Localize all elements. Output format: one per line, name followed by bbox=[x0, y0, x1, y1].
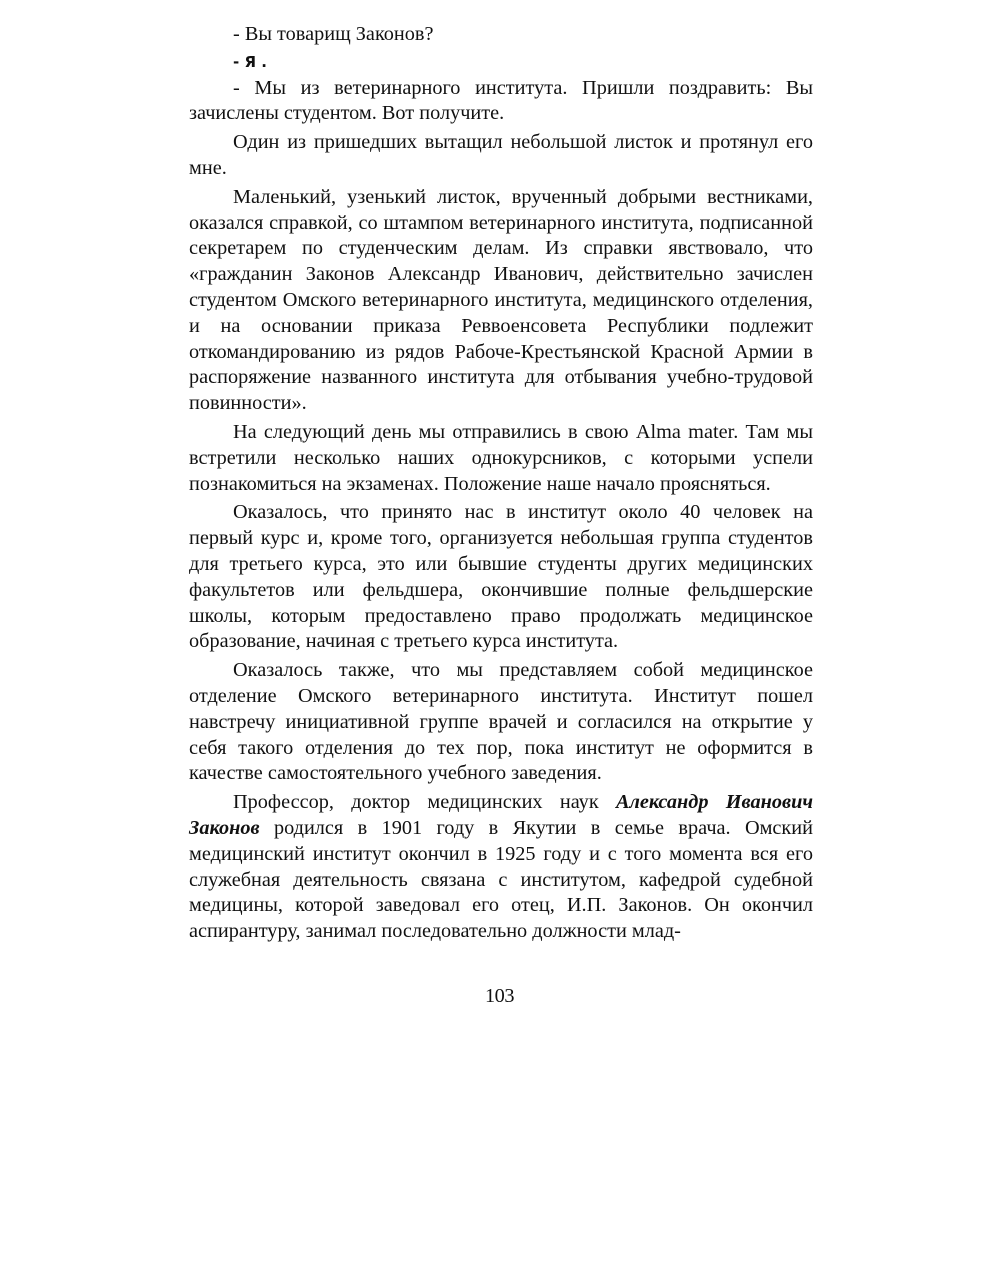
page-number: 103 bbox=[485, 985, 514, 1007]
biography-paragraph bbox=[189, 790, 813, 945]
page-text bbox=[189, 22, 813, 945]
bio-name: Александр Иванович Законов bbox=[189, 791, 813, 839]
dialogue-question: - Вы товарищ Законов? bbox=[233, 23, 434, 45]
dialogue-answer bbox=[189, 48, 813, 76]
paragraph-4: Оказалось, что принято нас в институт около 40 человек на первый курс и, кроме того, организуется небольшая группа студентов для третьего курса, это или бывшие студенты других медицинских факультетов или фельдшера, окончившие полные фельдшерские школы, которым предоставлено право продолжать медицинское образование, начиная с третьего курса института. bbox=[189, 501, 813, 653]
bio-intro: Профессор, доктор медицинских наук bbox=[233, 791, 616, 814]
paragraph-3: На следующий день мы отправились в свою Alma mater. Там мы встретили несколько наших однокурсников, с которыми успели познакомиться на экзаменах. Положение наше начало проясняться. bbox=[189, 420, 813, 495]
paragraph-5: Оказалось также, что мы представляем собой медицинское отделение Омского ветеринарного института. Институт пошел навстречу инициативной группе врачей и согласился на открытие у себя такого отделения до тех пор, пока институт не оформится в качестве самостоятельного учебного заведения. bbox=[189, 659, 813, 785]
answer-text: - Я . bbox=[233, 52, 267, 71]
paragraph-1: Один из пришедших вытащил небольшой листок и протянул его мне. bbox=[189, 131, 813, 179]
bio-text: родился в 1901 году в Якутии в семье врача. Омский медицинский институт окончил в 1925 году и с того момента вся его служебная деятельность связана с институтом, кафедрой судебной медицины, которой заведовал его отец, И.П. Законов. Он окончил аспирантуру, занимал последовательно должности млад- bbox=[189, 816, 813, 943]
paragraph-2: Маленький, узенький листок, врученный добрыми вестниками, оказался справкой, со штампом ветеринарного института, подписанной секретарем по студенческим делам. Из справки явствовало, что «гражданин Законов Александр Иванович, действительно зачислен студентом Омского ветеринарного института, медицинского отделения, и на основании приказа Реввоенсовета Республики подлежит откомандированию из рядов Рабоче-Крестьянской Красной Армии в распоряжение названного института для отбывания учебно-трудовой повинности». bbox=[189, 185, 813, 415]
dialogue-congratulation: - Мы из ветеринарного института. Пришли поздравить: Вы зачислены студентом. Вот получите. bbox=[189, 76, 813, 125]
